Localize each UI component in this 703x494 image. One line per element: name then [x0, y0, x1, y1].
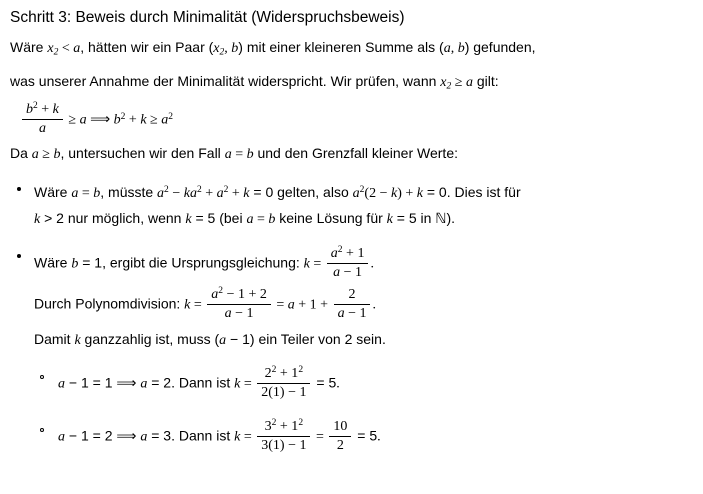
text-fragment: , [450, 41, 458, 56]
paragraph-intro-line2 [10, 68, 693, 100]
math-var-a: a [58, 377, 65, 393]
math-var-x: x [440, 74, 447, 90]
math-implies: ⟹ [116, 377, 137, 393]
fraction-denominator [257, 436, 310, 454]
bullet-icon [17, 187, 21, 191]
math-relation: = [240, 377, 256, 393]
text-fragment: was unserer Annahme der Minimalität widerspricht. Wir prüfen, wann [10, 72, 441, 89]
text-fragment: , müsste [100, 184, 158, 201]
math-subscript: 2 [446, 81, 452, 92]
math-var-k: k [52, 102, 59, 118]
math-var-a: a [333, 264, 341, 280]
fraction [327, 245, 369, 280]
math-var-k: k [184, 297, 191, 313]
math-operand: + 1 [342, 245, 365, 261]
fraction [22, 101, 63, 136]
fraction [329, 419, 351, 453]
math-var-k: k [74, 333, 81, 349]
text-fragment: Damit [34, 331, 75, 348]
text-fragment: . [370, 256, 374, 272]
list-item [10, 178, 693, 232]
paragraph-case-intro [10, 140, 693, 168]
math-var-a: a [140, 430, 148, 446]
math-exponent: 2 [271, 365, 277, 376]
math-var-a: a [161, 113, 169, 129]
math-relation: = [240, 430, 256, 446]
math-var-k: k [183, 186, 190, 202]
math-operator: + [228, 186, 244, 202]
text-fragment: = 5 in [392, 210, 436, 227]
math-var-a: a [219, 333, 227, 349]
math-var-k: k [234, 377, 241, 393]
math-relation: = [309, 256, 325, 272]
text-fragment: − 1 = 2 [65, 428, 117, 445]
math-operator: + [125, 113, 141, 129]
math-var-b: b [93, 186, 101, 202]
math-var-b: b [268, 212, 276, 228]
math-operand: − 1 [231, 305, 254, 321]
math-exponent: 2 [337, 245, 343, 256]
math-var-k: k [243, 186, 250, 202]
bullet2-line3 [34, 327, 693, 353]
text-fragment: keine Lösung für [275, 210, 387, 227]
text-fragment: − 1) ein Teiler von 2 sein. [226, 331, 386, 348]
text-fragment: ganzzahlig ist, muss ( [80, 331, 220, 348]
math-exponent: 2 [164, 185, 169, 196]
math-var-a: a [73, 41, 81, 56]
math-var-a: a [140, 377, 148, 393]
math-exponent: 2 [168, 112, 173, 123]
text-fragment: = 5 (bei [191, 210, 247, 227]
math-operand: + 1 [276, 366, 299, 382]
math-var-a: a [337, 305, 345, 321]
circle-bullet-icon [40, 428, 44, 432]
text-fragment: = 2. Dann ist [147, 375, 235, 392]
math-var-a: a [79, 113, 87, 129]
math-var-b: b [26, 102, 33, 118]
math-fragment: ) + [397, 186, 417, 202]
math-var-k: k [303, 256, 310, 272]
text-fragment: = 0. Dies ist für [422, 184, 521, 201]
math-var-k: k [234, 430, 241, 446]
math-result: = 5 [312, 375, 337, 392]
text-fragment: Da [10, 145, 32, 162]
bullet2-line1 [34, 245, 693, 280]
math-var-k: k [34, 212, 41, 228]
text-fragment: Wäre [34, 254, 72, 271]
math-exponent: 2 [298, 418, 304, 429]
fraction-numerator [257, 365, 310, 382]
divisor-case-list [34, 365, 693, 453]
math-operand: 2 [264, 366, 272, 382]
math-exponent: 2 [120, 112, 126, 123]
math-operand: + 1 [276, 419, 299, 435]
math-exponent: 2 [271, 418, 277, 429]
math-set-naturals: ℕ [435, 212, 447, 228]
math-var-a: a [330, 245, 338, 261]
math-operand: 3 [264, 419, 272, 435]
bullet-icon [17, 254, 21, 258]
math-var-a: a [58, 430, 65, 446]
list-item [34, 365, 693, 400]
fraction-numerator [22, 101, 63, 118]
equation-minimality [10, 101, 693, 136]
bullet1-line2 [34, 206, 693, 232]
math-var-b: b [71, 256, 79, 272]
math-operand: − 1 [340, 264, 363, 280]
text-fragment: und den Grenzfall kleiner Werte: [253, 145, 458, 162]
math-var-a: a [287, 297, 295, 313]
math-relation: ≥ [146, 113, 162, 129]
math-var-a: a [443, 41, 451, 56]
text-fragment: , untersuchen wir den Fall [60, 145, 225, 162]
math-var-a: a [352, 186, 360, 202]
fraction-numerator [257, 418, 310, 435]
math-var-b: b [53, 147, 61, 163]
math-var-a: a [246, 212, 254, 228]
math-operand: − 1 [344, 305, 367, 321]
fraction-numerator [334, 287, 371, 304]
math-subscript: 2 [53, 47, 59, 58]
circle-bullet-icon [40, 375, 44, 379]
fraction [207, 286, 271, 321]
math-var-a: a [189, 186, 197, 202]
page-title: Schritt 3: Beweis durch Minimalität (Widerspruchsbeweis) [10, 9, 405, 26]
math-operand: 3(1) − 1 [261, 437, 307, 453]
case-list [10, 178, 693, 453]
text-fragment: gilt: [472, 72, 499, 89]
math-relation: ≥ [38, 147, 54, 163]
math-result: = 5 [353, 428, 378, 445]
math-var-k: k [416, 186, 423, 202]
math-var-a: a [224, 147, 232, 163]
math-var-k: k [390, 186, 398, 202]
text-fragment: ) mit einer kleineren Summe als ( [238, 39, 444, 55]
text-fragment: . [377, 430, 381, 446]
math-relation: ≥ [451, 74, 466, 90]
text-fragment: Wäre [34, 184, 72, 201]
math-exponent: 2 [359, 185, 365, 196]
math-var-b: b [246, 147, 254, 163]
fraction [334, 287, 371, 321]
math-operand: 10 [333, 419, 348, 435]
text-fragment: Wäre [10, 39, 48, 55]
math-var-a: a [38, 120, 46, 136]
paragraph-intro-line1 [10, 34, 693, 66]
math-exponent: 2 [298, 365, 304, 376]
math-var-a: a [31, 147, 39, 163]
text-fragment: = 3. Dann ist [147, 428, 235, 445]
math-operand: 2 [336, 437, 344, 453]
math-var-b: b [113, 113, 121, 129]
text-fragment: , hätten wir ein Paar ( [80, 39, 214, 55]
math-operand: 2 [348, 287, 356, 302]
text-fragment: ). [446, 210, 456, 227]
fraction [257, 365, 310, 400]
fraction-denominator [334, 304, 371, 322]
math-exponent: 2 [33, 101, 38, 112]
math-implies: ⟹ [116, 430, 137, 446]
math-fragment: (2 − [364, 186, 391, 202]
math-exponent: 2 [218, 286, 224, 297]
fraction-denominator [207, 304, 271, 322]
math-operator: − [168, 186, 184, 202]
text-fragment: = 0 gelten, also [249, 184, 353, 201]
bullet2-line2 [34, 286, 693, 321]
math-subscript: 2 [219, 47, 225, 58]
list-item [10, 245, 693, 453]
math-var-b: b [231, 41, 239, 56]
math-relation: < [58, 41, 74, 56]
math-var-a: a [465, 74, 473, 90]
math-var-b: b [457, 41, 465, 56]
math-var-a: a [211, 287, 219, 302]
math-implies: ⟹ [86, 113, 114, 129]
text-fragment: − 1 = 1 [65, 375, 117, 392]
math-var-k: k [185, 212, 192, 228]
math-operand: + 1 + [294, 297, 332, 313]
math-operand: − 1 + 2 [223, 287, 267, 302]
math-operator: + [201, 186, 217, 202]
math-var-x: x [213, 41, 220, 56]
text-fragment: , [224, 41, 232, 56]
fraction-numerator [327, 245, 369, 262]
math-var-a: a [224, 305, 232, 321]
fraction-numerator [207, 286, 271, 303]
list-item [34, 418, 693, 453]
bullet1-line1 [34, 178, 693, 206]
text-fragment: Durch Polynomdivision: [34, 295, 185, 312]
fraction-denominator [257, 383, 310, 401]
math-relation: = [231, 147, 247, 163]
fraction-numerator [329, 419, 351, 436]
math-exponent: 2 [196, 185, 202, 196]
text-fragment: ) gefunden, [464, 39, 536, 55]
math-relation: = [253, 212, 269, 228]
math-relation: = [78, 186, 94, 202]
math-relation: = [312, 430, 328, 446]
math-var-a: a [157, 186, 165, 202]
math-exponent: 2 [223, 185, 229, 196]
text-fragment: = 1, ergibt die Ursprungsgleichung: [78, 254, 304, 271]
math-operand: 2(1) − 1 [261, 384, 307, 400]
math-var-k: k [386, 212, 393, 228]
math-operator: + [37, 102, 53, 118]
math-var-x: x [47, 41, 54, 56]
text-fragment: . [372, 297, 376, 313]
fraction-denominator [327, 263, 369, 281]
math-var-k: k [140, 113, 147, 129]
fraction-denominator [329, 436, 351, 454]
text-fragment: . [336, 377, 340, 393]
fraction [257, 418, 310, 453]
fraction-denominator [22, 119, 63, 137]
math-var-a: a [216, 186, 224, 202]
math-relation: ≥ [64, 113, 80, 129]
math-relation: = [272, 297, 288, 313]
math-relation: = [190, 297, 206, 313]
math-var-a: a [71, 186, 79, 202]
text-fragment: > 2 nur möglich, wenn [40, 210, 186, 227]
